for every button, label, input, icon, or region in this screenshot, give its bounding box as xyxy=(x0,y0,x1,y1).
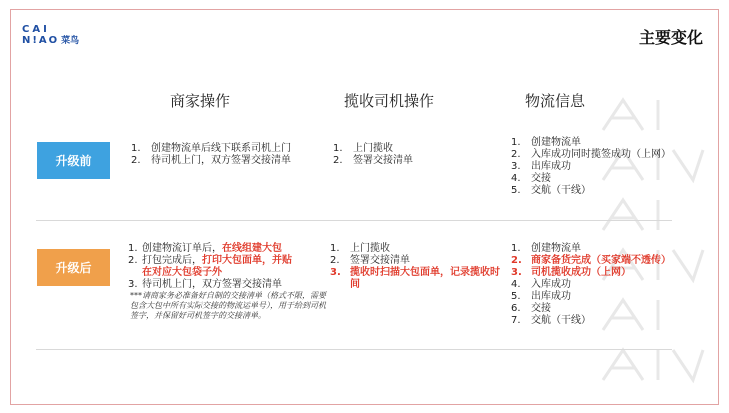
list-item xyxy=(128,279,333,291)
item-text-highlight: 在线组建大包 xyxy=(222,243,282,254)
before-driver-steps xyxy=(333,143,493,167)
list-item xyxy=(128,255,333,279)
item-number: 1. xyxy=(131,143,141,154)
list-item xyxy=(511,291,711,303)
item-number: 2. xyxy=(128,255,138,266)
list-item xyxy=(128,243,333,255)
item-text xyxy=(142,255,333,279)
list-item xyxy=(511,173,711,185)
item-number: 2. xyxy=(333,155,343,166)
item-text-highlight: 在对应大包袋子外 xyxy=(142,267,222,278)
item-text-highlight: 司机揽收成功（上网） xyxy=(531,267,631,278)
column-header-driver: 揽收司机操作 xyxy=(344,92,435,110)
after-logistics-steps xyxy=(511,243,711,327)
item-text-plain: 打包完成后， xyxy=(142,255,202,266)
column-header-logistics: 物流信息 xyxy=(525,92,586,110)
item-text-highlight: 打印大包面单，并贴 xyxy=(202,255,292,266)
item-text: 待司机上门，双方签署交接清单 xyxy=(151,155,291,166)
item-text-highlight: 揽收时扫描大包面单，记录揽收时间 xyxy=(350,267,500,290)
list-item xyxy=(131,155,331,167)
row-divider xyxy=(36,349,672,350)
item-text-highlight: 商家备货完成（买家端不透传） xyxy=(531,255,671,266)
item-number: 3. xyxy=(511,161,521,172)
list-item xyxy=(511,279,711,291)
before-merchant-steps xyxy=(131,143,331,167)
list-item xyxy=(333,155,493,167)
list-item xyxy=(511,185,711,197)
item-text: 创建物流单 xyxy=(531,137,581,148)
list-item xyxy=(511,303,711,315)
after-merchant-steps xyxy=(128,243,333,321)
item-text: 出库成功 xyxy=(531,161,571,172)
logo-line-2 xyxy=(22,35,94,47)
column-header-merchant: 商家操作 xyxy=(170,92,231,110)
item-number: 3. xyxy=(330,267,341,278)
item-text: 创建物流单后线下联系司机上门 xyxy=(151,143,291,154)
item-number: 2. xyxy=(511,149,521,160)
item-text xyxy=(142,243,333,255)
item-text: 交航（干线） xyxy=(531,185,591,196)
item-number: 5. xyxy=(511,291,521,302)
page-title: 主要变化 xyxy=(638,28,703,47)
item-text: 交接 xyxy=(531,303,551,314)
item-number: 1. xyxy=(333,143,343,154)
row-label-after: 升级后 xyxy=(37,249,110,286)
list-item xyxy=(511,255,711,267)
item-text: 入库成功 xyxy=(531,279,571,290)
list-item xyxy=(511,149,711,161)
after-driver-steps xyxy=(330,243,505,291)
list-item xyxy=(131,143,331,155)
row-divider xyxy=(36,220,672,221)
item-number: 3. xyxy=(128,279,138,290)
logo-cn: 菜鸟 xyxy=(61,36,80,46)
before-logistics-steps xyxy=(511,137,711,197)
item-number: 4. xyxy=(511,279,521,290)
item-text: 签署交接清单 xyxy=(353,155,413,166)
item-text: 交接 xyxy=(531,173,551,184)
item-number: 4. xyxy=(511,173,521,184)
cainiao-logo xyxy=(22,24,94,50)
item-number: 1. xyxy=(330,243,340,254)
item-text: 创建物流单 xyxy=(531,243,581,254)
item-text: 交航（干线） xyxy=(531,315,591,326)
item-text-plain: 创建物流订单后， xyxy=(142,243,222,254)
list-item xyxy=(511,137,711,149)
item-text: 签署交接清单 xyxy=(350,255,410,266)
list-item xyxy=(511,243,711,255)
list-item xyxy=(511,267,711,279)
list-item xyxy=(511,315,711,327)
item-number: 1. xyxy=(511,243,521,254)
item-number: 3. xyxy=(511,267,522,278)
item-number: 7. xyxy=(511,315,521,326)
logo-line-1: CAI xyxy=(22,24,50,35)
list-item xyxy=(333,143,493,155)
list-item xyxy=(330,255,505,267)
item-number: 2. xyxy=(131,155,141,166)
item-number: 1. xyxy=(511,137,521,148)
item-number: 2. xyxy=(330,255,340,266)
item-text: 上门揽收 xyxy=(353,143,393,154)
item-number: 5. xyxy=(511,185,521,196)
list-item xyxy=(511,161,711,173)
list-item xyxy=(330,267,505,291)
item-text: 入库成功同时揽签成功（上网） xyxy=(531,149,671,160)
merchant-note: ***请商家务必准备好自制的交接清单（格式不限，需要包含大包中所有实际交接的物流运单号），用于给到司机签字，并保留好司机签字的交接清单。 xyxy=(130,291,326,320)
logo-line-2-text: N!AO xyxy=(22,35,60,46)
item-number: 2. xyxy=(511,255,522,266)
list-item xyxy=(330,243,505,255)
row-label-before: 升级前 xyxy=(37,142,110,179)
item-number: 6. xyxy=(511,303,521,314)
item-text: 出库成功 xyxy=(531,291,571,302)
item-text: 待司机上门，双方签署交接清单 xyxy=(142,279,282,290)
item-text: 上门揽收 xyxy=(350,243,390,254)
item-number: 1. xyxy=(128,243,138,254)
